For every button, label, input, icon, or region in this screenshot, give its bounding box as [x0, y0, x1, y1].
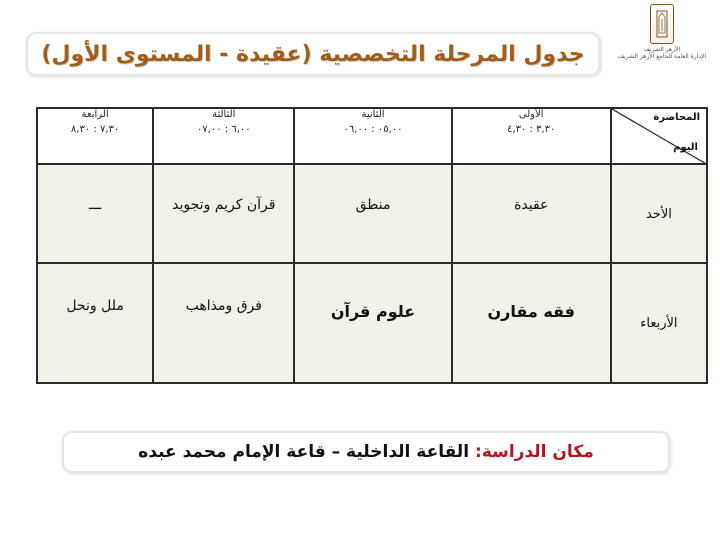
column-time: ٣,٣٠ : ٤,٣٠: [507, 124, 556, 135]
column-header: [294, 108, 451, 164]
table-row: [37, 263, 707, 383]
column-header: [153, 108, 294, 164]
table-row: [37, 164, 707, 262]
lecture-header-label: المحاضرة: [653, 112, 700, 123]
schedule-table: [36, 107, 708, 384]
column-name: الرابعة: [81, 109, 109, 120]
subject-cell: علوم قرآن: [294, 263, 451, 383]
column-time: ٧,٣٠ : ٨,٣٠: [70, 124, 120, 135]
location-banner: [62, 431, 670, 473]
column-name: الثالثة: [212, 109, 236, 120]
column-time: ٠٥,٠٠ : ٠٦,٠٠: [343, 124, 403, 135]
column-name: الأولى: [518, 109, 544, 120]
day-cell: الأحد: [611, 164, 707, 262]
azhar-logo: [612, 4, 712, 66]
day-header-label: اليوم: [673, 142, 698, 154]
seal-icon: [650, 4, 674, 44]
page-title: جدول المرحلة التخصصية (عقيدة - المستوى الأول): [41, 41, 585, 67]
subject-cell: ملل ونحل: [37, 263, 153, 383]
subject-cell: ـــ: [37, 164, 153, 262]
subject-cell: عقيدة: [452, 164, 611, 262]
location-label: مكان الدراسة:: [475, 442, 594, 462]
title-banner: [26, 32, 600, 76]
column-time: ٦,٠٠ : ٠٧,٠٠: [196, 124, 251, 135]
table-header-row: [37, 108, 707, 164]
day-cell: الأربعاء: [611, 263, 707, 383]
logo-text-line2: الإدارة العامة للجامع الأزهر الشريف: [617, 53, 707, 60]
subject-cell: منطق: [294, 164, 451, 262]
column-header: [452, 108, 611, 164]
location-value: القاعة الداخلية – قاعة الإمام محمد عبده: [138, 442, 470, 462]
column-header: [37, 108, 153, 164]
subject-cell: قرآن كريم وتجويد: [153, 164, 294, 262]
subject-cell: فرق ومذاهب: [153, 263, 294, 383]
corner-header-cell: [611, 108, 707, 164]
subject-cell: فقه مقارن: [452, 263, 611, 383]
logo-text-line1: الأزهر الشريف: [643, 46, 681, 53]
column-name: الثانية: [361, 109, 385, 120]
